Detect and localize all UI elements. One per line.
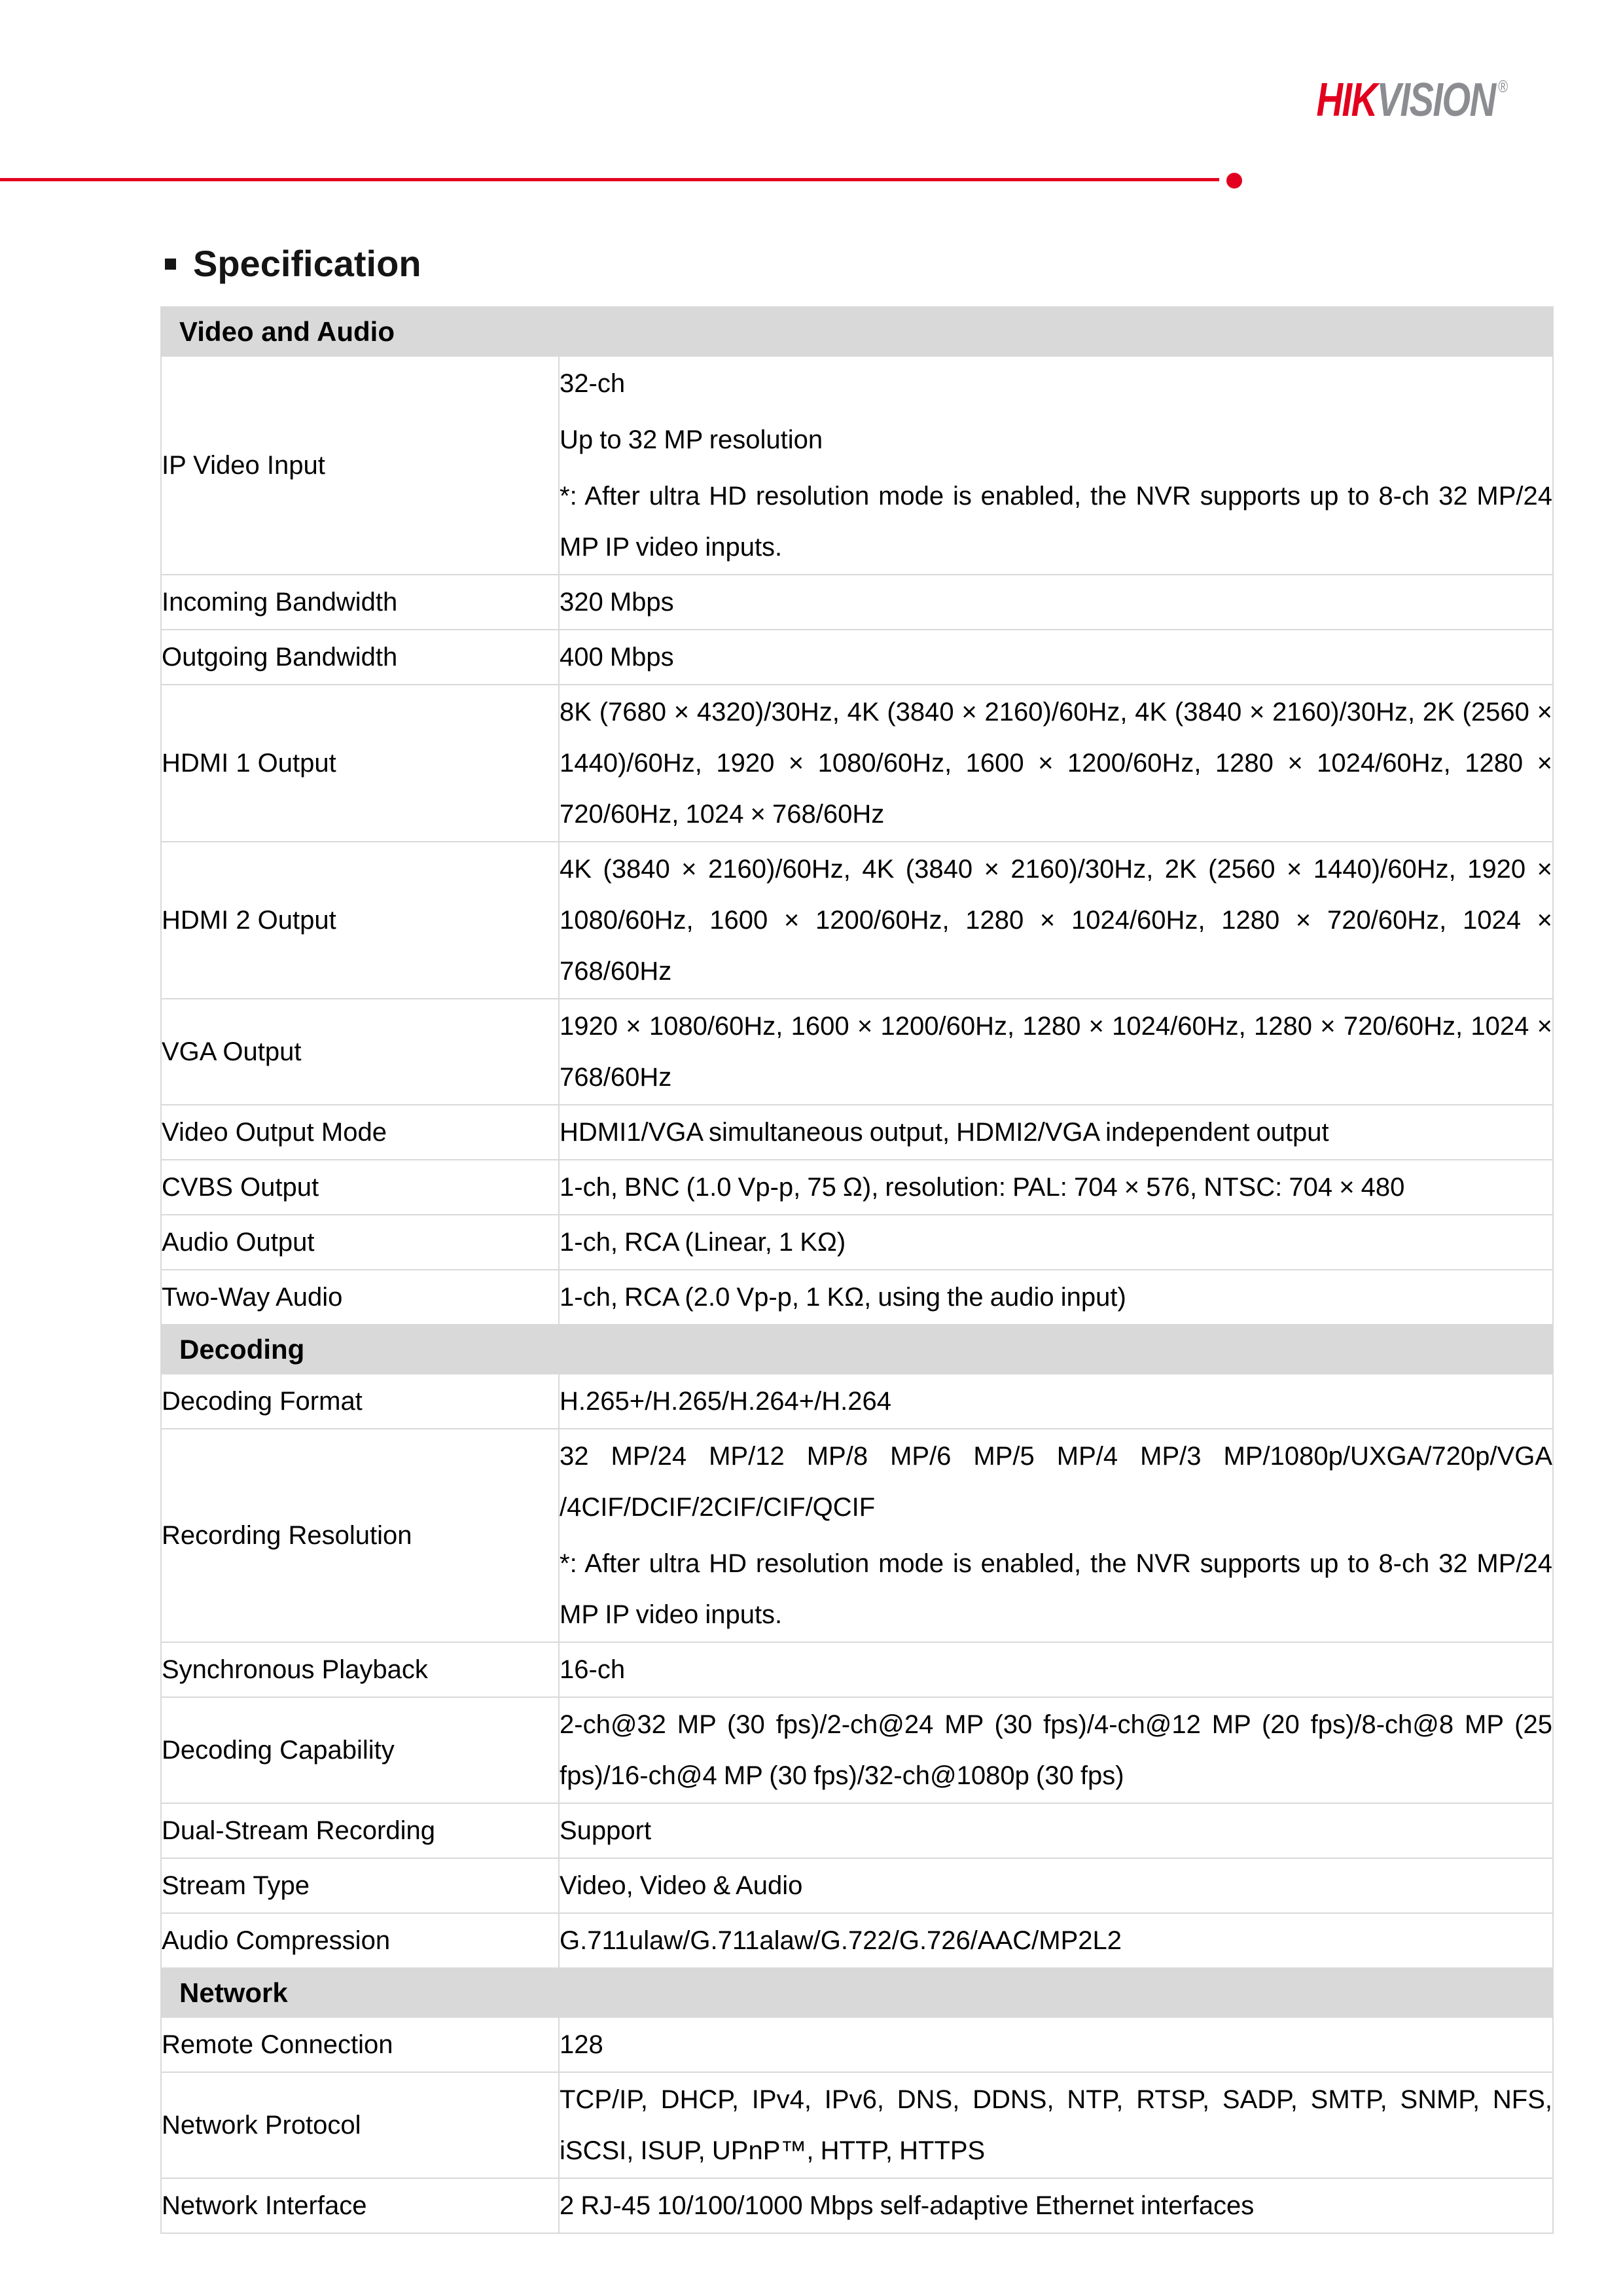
table-row: [161, 575, 1553, 630]
section-header-row: [161, 1968, 1553, 2017]
spec-label: Remote Connection: [161, 2017, 559, 2072]
spec-value: 4K (3840 × 2160)/60Hz, 4K (3840 × 2160)/30Hz, 2K (2560 × 1440)/60Hz, 1920 × 1080/60Hz, 1600 × 1200/60Hz, 1280 × 1024/60Hz, 1280 × 720/60Hz, 1024 × 768/60Hz: [559, 842, 1553, 999]
table-row: [161, 842, 1553, 999]
table-row: [161, 356, 1553, 575]
table-row: [161, 1374, 1553, 1429]
spec-value: 2-ch@32 MP (30 fps)/2-ch@24 MP (30 fps)/4-ch@12 MP (20 fps)/8-ch@8 MP (25 fps)/16-ch@4 MP (30 fps)/32-ch@1080p (30 fps): [559, 1697, 1553, 1803]
square-bullet-icon: [165, 259, 176, 270]
hikvision-logo: [1316, 73, 1508, 127]
table-row: [161, 1858, 1553, 1913]
spec-label: VGA Output: [161, 999, 559, 1105]
spec-label: IP Video Input: [161, 356, 559, 575]
spec-value: 32 MP/24 MP/12 MP/8 MP/6 MP/5 MP/4 MP/3 MP/1080p/UXGA/720p/VGA /4CIF/DCIF/2CIF/CIF/QCIF *: After ultra HD resolution mode is enabled, the NVR supports up to 8-ch 32 MP/24 MP IP video inputs.: [559, 1429, 1553, 1642]
spec-label: HDMI 2 Output: [161, 842, 559, 999]
spec-value: 1-ch, RCA (2.0 Vp-p, 1 KΩ, using the audio input): [559, 1270, 1553, 1325]
table-row: [161, 2017, 1553, 2072]
logo-hik-text: HIK: [1316, 74, 1377, 126]
spec-label: Video Output Mode: [161, 1105, 559, 1160]
section-header-row: [161, 307, 1553, 356]
spec-label: Network Protocol: [161, 2072, 559, 2178]
spec-label: Decoding Capability: [161, 1697, 559, 1803]
spec-label: Synchronous Playback: [161, 1642, 559, 1697]
spec-label: Dual-Stream Recording: [161, 1803, 559, 1858]
section-title: Network: [161, 1968, 1553, 2017]
spec-value: 32-ch Up to 32 MP resolution *: After ultra HD resolution mode is enabled, the NVR supports up to 8-ch 32 MP/24 MP IP video inputs.: [559, 356, 1553, 575]
spec-label: HDMI 1 Output: [161, 685, 559, 842]
spec-value: 400 Mbps: [559, 630, 1553, 685]
page-title: [165, 243, 421, 284]
specification-table: [160, 306, 1554, 2234]
spec-value: G.711ulaw/G.711alaw/G.722/G.726/AAC/MP2L2: [559, 1913, 1553, 1968]
table-row: [161, 1105, 1553, 1160]
spec-label: Network Interface: [161, 2178, 559, 2233]
section-title: Decoding: [161, 1325, 1553, 1374]
spec-value: 1920 × 1080/60Hz, 1600 × 1200/60Hz, 1280 × 1024/60Hz, 1280 × 720/60Hz, 1024 × 768/60Hz: [559, 999, 1553, 1105]
spec-value: Video, Video & Audio: [559, 1858, 1553, 1913]
spec-value: 1-ch, BNC (1.0 Vp-p, 75 Ω), resolution: PAL: 704 × 576, NTSC: 704 × 480: [559, 1160, 1553, 1215]
spec-label: Decoding Format: [161, 1374, 559, 1429]
table-row: [161, 630, 1553, 685]
page-title-text: Specification: [193, 243, 421, 284]
spec-value: H.265+/H.265/H.264+/H.264: [559, 1374, 1553, 1429]
table-row: [161, 1429, 1553, 1642]
table-row: [161, 1215, 1553, 1270]
spec-label: Recording Resolution: [161, 1429, 559, 1642]
spec-value: TCP/IP, DHCP, IPv4, IPv6, DNS, DDNS, NTP, RTSP, SADP, SMTP, SNMP, NFS, iSCSI, ISUP, UPnP™, HTTP, HTTPS: [559, 2072, 1553, 2178]
spec-label: Audio Output: [161, 1215, 559, 1270]
spec-label: Two-Way Audio: [161, 1270, 559, 1325]
table-row: [161, 999, 1553, 1105]
spec-label: CVBS Output: [161, 1160, 559, 1215]
table-row: [161, 1160, 1553, 1215]
table-row: [161, 1642, 1553, 1697]
logo-vision-text: VISION: [1376, 74, 1495, 126]
spec-label: Outgoing Bandwidth: [161, 630, 559, 685]
section-header-row: [161, 1325, 1553, 1374]
table-row: [161, 1270, 1553, 1325]
spec-value: Support: [559, 1803, 1553, 1858]
registered-trademark-icon: ®: [1498, 77, 1508, 96]
spec-label: Stream Type: [161, 1858, 559, 1913]
table-row: [161, 2072, 1553, 2178]
spec-value: 1-ch, RCA (Linear, 1 KΩ): [559, 1215, 1553, 1270]
table-row: [161, 2178, 1553, 2233]
spec-label: Audio Compression: [161, 1913, 559, 1968]
spec-value: 128: [559, 2017, 1553, 2072]
table-row: [161, 685, 1553, 842]
spec-label: Incoming Bandwidth: [161, 575, 559, 630]
spec-value: 8K (7680 × 4320)/30Hz, 4K (3840 × 2160)/60Hz, 4K (3840 × 2160)/30Hz, 2K (2560 × 1440)/60Hz, 1920 × 1080/60Hz, 1600 × 1200/60Hz, 1280 × 1024/60Hz, 1280 × 720/60Hz, 1024 × 768/60Hz: [559, 685, 1553, 842]
table-row: [161, 1697, 1553, 1803]
spec-value: 320 Mbps: [559, 575, 1553, 630]
table-row: [161, 1913, 1553, 1968]
spec-value: HDMI1/VGA simultaneous output, HDMI2/VGA independent output: [559, 1105, 1553, 1160]
spec-value: 16-ch: [559, 1642, 1553, 1697]
header-rule-dot: [1226, 173, 1242, 188]
header-rule: [0, 178, 1219, 181]
section-title: Video and Audio: [161, 307, 1553, 356]
spec-value: 2 RJ-45 10/100/1000 Mbps self-adaptive Ethernet interfaces: [559, 2178, 1553, 2233]
table-row: [161, 1803, 1553, 1858]
